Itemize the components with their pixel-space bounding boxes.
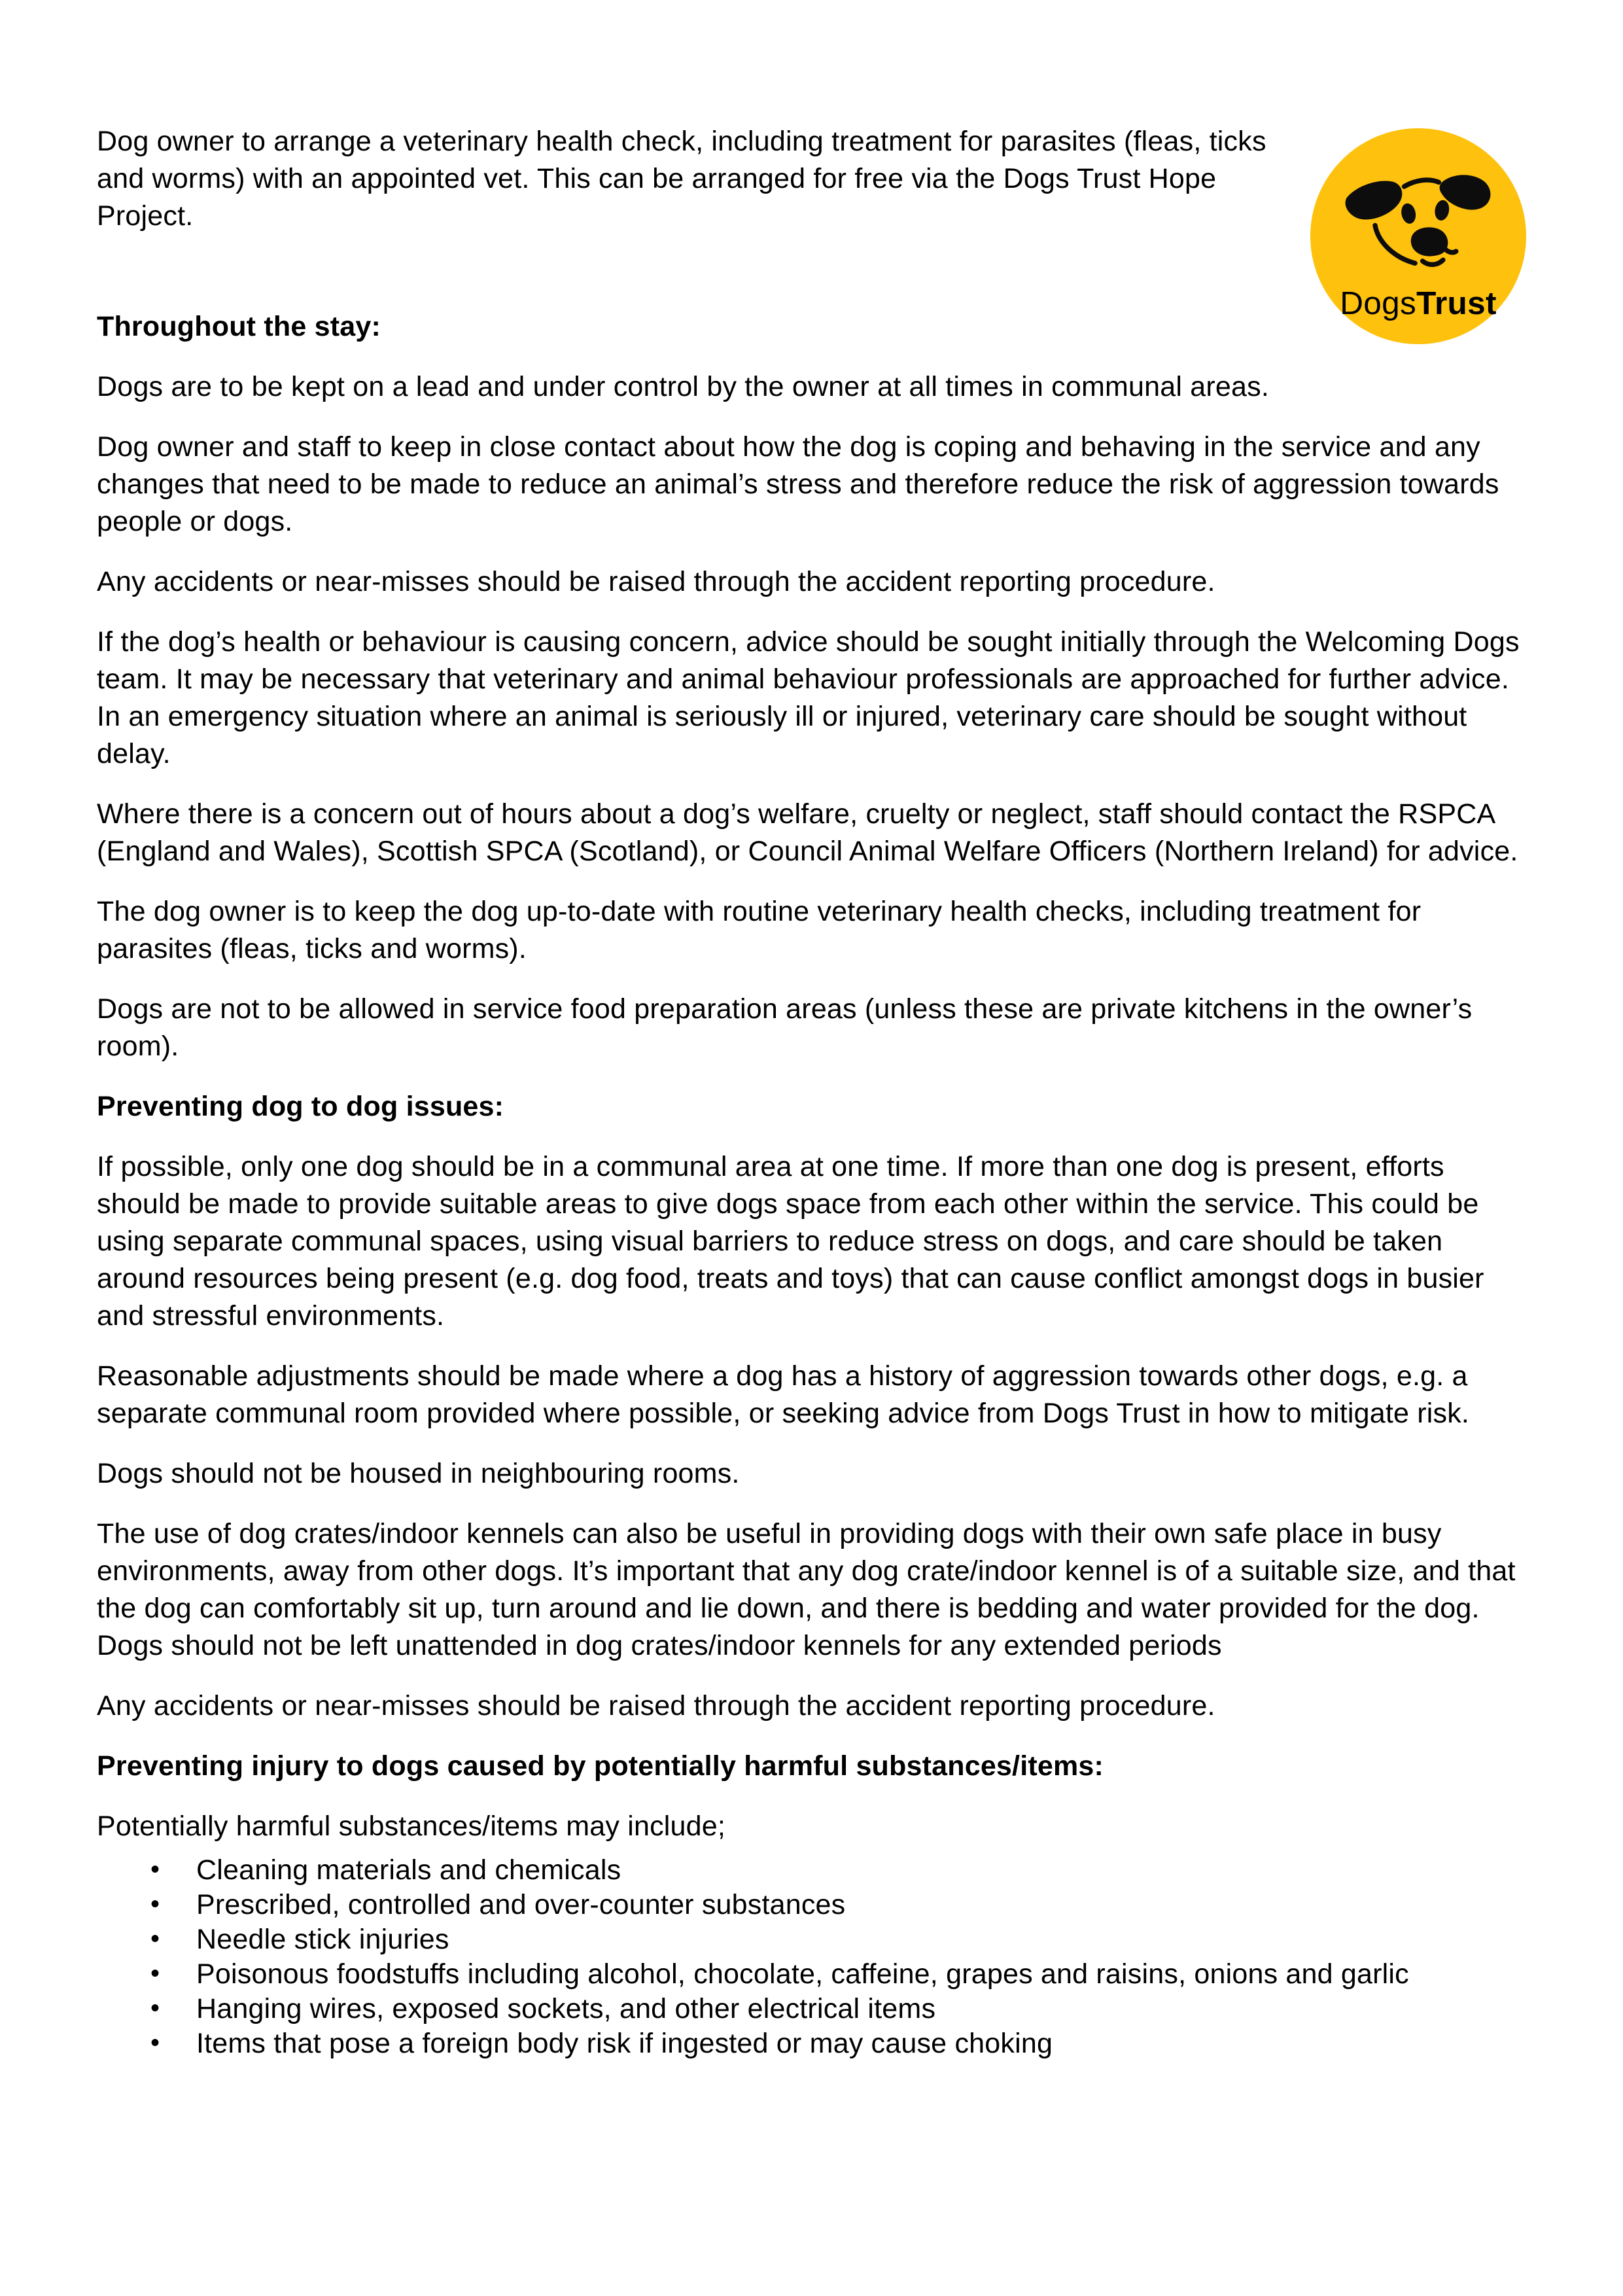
logo-wordmark-trust: Trust [1416, 285, 1497, 321]
section-heading-throughout: Throughout the stay: [97, 311, 381, 342]
paragraph-routine-health-checks: The dog owner is to keep the dog up-to-date with routine veterinary health checks, including treatment for parasites (fleas, ticks and worms). [97, 896, 1422, 964]
list-item-poisonous-foodstuffs [97, 1957, 1526, 1992]
paragraph-harmful-list-lead: Potentially harmful substances/items may include; [97, 1810, 726, 1842]
bullet-icon: • [150, 1855, 160, 1884]
dogs-trust-logo [1310, 128, 1526, 344]
paragraph-dog-crates: The use of dog crates/indoor kennels can also be useful in providing dogs with their own safe place in busy environments, away from other dogs. It’s important that any dog crate/indoor kennel is of a suitable size, and that the dog can comfortably sit up, turn around and lie down, and there is bedding and water provided for the dog. Dogs should not be left unattended in dog crates/indoor kennels for any extended periods [97, 1518, 1516, 1661]
bullet-icon: • [150, 1959, 160, 1988]
bullet-icon: • [150, 1924, 160, 1953]
list-item-text: Cleaning materials and chemicals [196, 1854, 621, 1886]
paragraph-accident-reporting-2: Any accidents or near-misses should be raised through the accident reporting procedure. [97, 1690, 1215, 1722]
list-item-foreign-body-risk [97, 2026, 1526, 2061]
paragraph-out-of-hours-welfare: Where there is a concern out of hours about a dog’s welfare, cruelty or neglect, staff should contact the RSPCA (England and Wales), Scottish SPCA (Scotland), or Council Animal Welfare Officers (Northern Ireland) for advice. [97, 798, 1518, 867]
document-content [97, 123, 1526, 2061]
list-item-needle-stick [97, 1922, 1526, 1957]
section-heading-harmful-substances: Preventing injury to dogs caused by potentially harmful substances/items: [97, 1750, 1104, 1782]
paragraph-food-preparation-areas: Dogs are not to be allowed in service food preparation areas (unless these are private kitchens in the owner’s room). [97, 993, 1473, 1062]
list-item-prescribed-substances [97, 1888, 1526, 1922]
list-item-text: Poisonous foodstuffs including alcohol, chocolate, caffeine, grapes and raisins, onions and garlic [196, 1958, 1409, 1990]
paragraph-lead-control: Dogs are to be kept on a lead and under control by the owner at all times in communal areas. [97, 371, 1269, 402]
list-item-text: Hanging wires, exposed sockets, and other electrical items [196, 1993, 936, 2024]
paragraph-intro: Dog owner to arrange a veterinary health check, including treatment for parasites (fleas, ticks and worms) with an appointed vet. This can be arranged for free via the Dogs Trust Hope Project. [97, 126, 1266, 232]
list-item-text: Needle stick injuries [196, 1924, 449, 1955]
paragraph-owner-staff-contact: Dog owner and staff to keep in close contact about how the dog is coping and behaving in the service and any changes that need to be made to reduce an animal’s stress and therefore reduce the risk of aggression towards people or dogs. [97, 431, 1499, 537]
section-heading-dog-to-dog: Preventing dog to dog issues: [97, 1091, 504, 1122]
paragraph-reasonable-adjustments: Reasonable adjustments should be made where a dog has a history of aggression towards other dogs, e.g. a separate communal room provided where possible, or seeking advice from Dogs Trust in how to mitigate risk. [97, 1360, 1470, 1429]
bullet-icon: • [150, 1890, 160, 1918]
list-item-text: Prescribed, controlled and over-counter substances [196, 1889, 846, 1920]
list-item-hanging-wires [97, 1992, 1526, 2026]
harmful-items-list [97, 1853, 1526, 2061]
bullet-icon: • [150, 2028, 160, 2057]
paragraph-one-dog-communal: If possible, only one dog should be in a communal area at one time. If more than one dog is present, efforts should be made to provide suitable areas to give dogs space from each other within the service. This could be using separate communal spaces, using visual barriers to reduce stress on dogs, and care should be taken around resources being present (e.g. dog food, treats and toys) that can cause conflict amongst dogs in busier and stressful environments. [97, 1151, 1484, 1332]
paragraph-accident-reporting-1: Any accidents or near-misses should be raised through the accident reporting procedure. [97, 566, 1215, 597]
paragraph-neighbouring-rooms: Dogs should not be housed in neighbouring rooms. [97, 1458, 740, 1489]
dogs-trust-logo-icon [1310, 128, 1526, 344]
paragraph-health-behaviour-concern: If the dog’s health or behaviour is causing concern, advice should be sought initially through the Welcoming Dogs team. It may be necessary that veterinary and animal behaviour professionals are approached for further advice. In an emergency situation where an animal is seriously ill or injured, veterinary care should be sought without delay. [97, 626, 1520, 769]
list-item-cleaning-materials [97, 1853, 1526, 1888]
list-item-text: Items that pose a foreign body risk if ingested or may cause choking [196, 2028, 1053, 2059]
bullet-icon: • [150, 1994, 160, 2022]
logo-wordmark-dogs: Dogs [1340, 285, 1417, 321]
logo-wordmark [1340, 285, 1497, 321]
